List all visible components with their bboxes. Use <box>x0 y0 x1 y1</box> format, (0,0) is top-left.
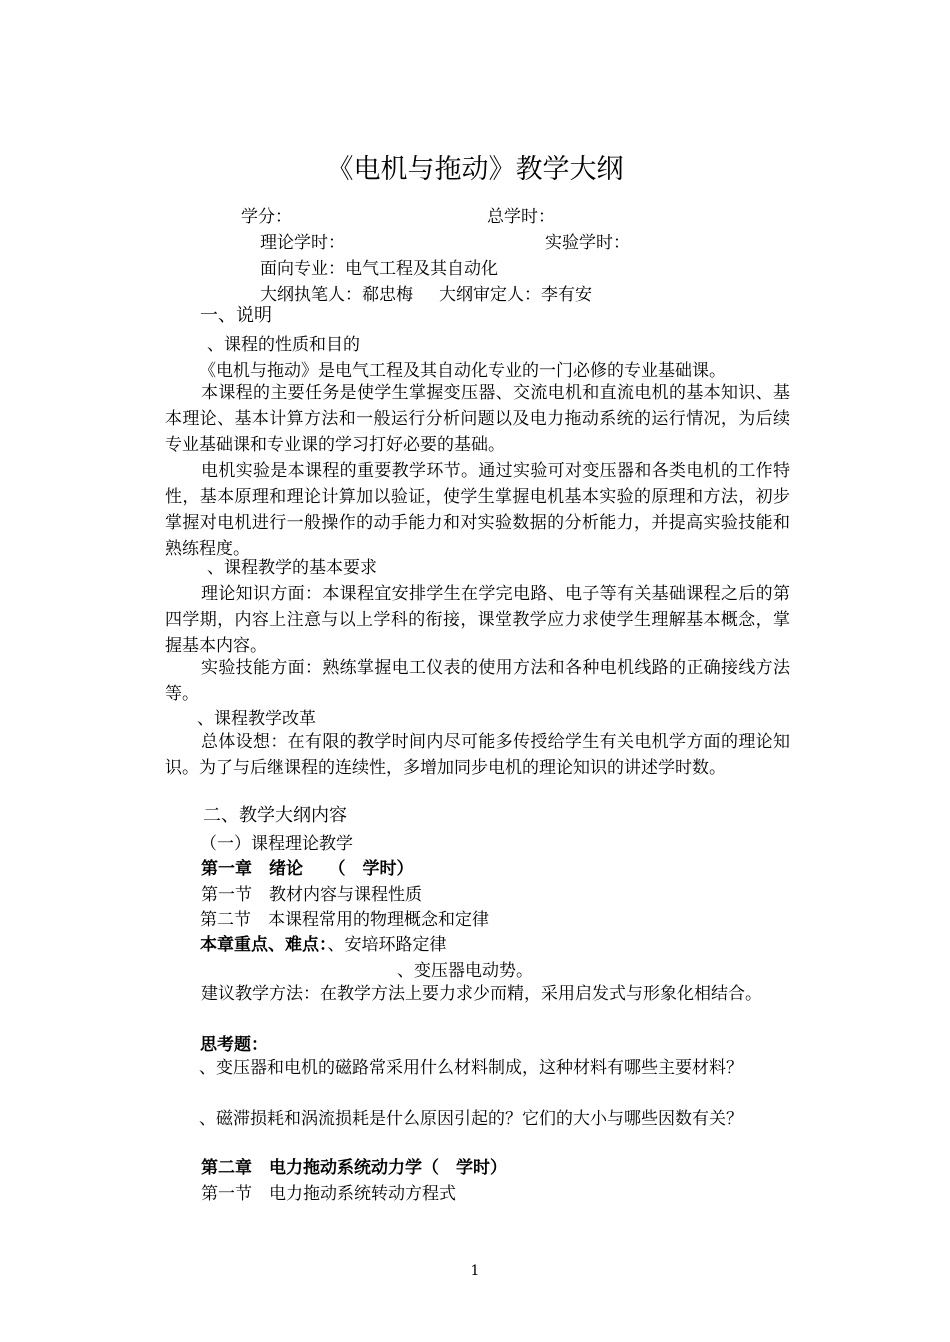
page-number: 1 <box>470 1263 480 1279</box>
major-text: 面向专业：电气工程及其自动化 <box>260 259 498 279</box>
reviewer-text: 大纲审定人：李有安 <box>439 285 592 305</box>
chapter1-section2: 第二节 本课程常用的物理概念和定律 <box>200 910 489 930</box>
chapter1-title: 第一章 绪论 （ 学时） <box>201 859 414 879</box>
writer-text: 大纲执笔人：郗忠梅 <box>260 285 413 305</box>
theory-hours-label: 理论学时： <box>260 233 345 253</box>
credits-label: 学分： <box>241 207 292 227</box>
s2-paragraph-1: 理论知识方面：本课程宜安排学生在学完电路、电子等有关基础课程之后的第四学期，内容上注意与以上学科的衔接，课堂教学应力求使学生理解基本概念，掌握基本内容。 <box>165 584 790 656</box>
s1-paragraph-1: 《电机与拖动》是电气工程及其自动化专业的一门必修的专业基础课。 <box>199 361 726 381</box>
chapter2-title: 第二章 电力拖动系统动力学（ 学时） <box>201 1158 507 1178</box>
meta-hours-row <box>165 230 790 256</box>
chapter1-teaching-method: 建议教学方法：在教学方法上要力求少而精，采用启发式与形象化相结合。 <box>201 984 762 1004</box>
s3-title: 、课程教学改革 <box>197 709 316 729</box>
s3-paragraph-1: 总体设想：在有限的教学时间内尽可能多传授给学生有关电机学方面的理论知识。为了与后继课程的连续性，多增加同步电机的理论知识的讲述学时数。 <box>165 732 790 778</box>
s2-title: 、课程教学的基本要求 <box>207 558 377 578</box>
section2-heading: 二、教学大纲内容 <box>203 805 347 826</box>
lab-hours-label: 实验学时： <box>545 233 630 253</box>
s1-title: 、课程的性质和目的 <box>207 335 360 355</box>
chapter2-section1: 第一节 电力拖动系统转动方程式 <box>201 1184 456 1204</box>
section1-heading: 一、说明 <box>200 305 272 326</box>
chapter1-section1: 第一节 教材内容与课程性质 <box>201 885 422 905</box>
s1-paragraph-3: 电机实验是本课程的重要教学环节。通过实验可对变压器和各类电机的工作特性，基本原理和理论计算加以验证，使学生掌握电机基本实验的原理和方法，初步掌握对电机进行一般操作的动手能力和对实验数据的分析能力，并提高实验技能和熟练程度。 <box>165 461 790 559</box>
chapter1-questions-label: 思考题： <box>200 1035 268 1055</box>
s2-paragraph-2: 实验技能方面：熟练掌握电工仪表的使用方法和各种电机线路的正确接线方法等。 <box>165 658 790 704</box>
chapter1-key-points-2: 、变压器电动势。 <box>397 961 533 981</box>
document-title: 《电机与拖动》教学大纲 <box>326 154 624 185</box>
meta-credits-row <box>165 204 790 230</box>
chapter1-key-points: 本章重点、难点：、安培环路定律 <box>200 935 447 955</box>
chapter1-question-1: 、变压器和电机的磁路常采用什么材料制成，这种材料有哪些主要材料？ <box>199 1058 743 1078</box>
chapter1-question-2: 、磁滞损耗和涡流损耗是什么原因引起的？它们的大小与哪些因数有关？ <box>199 1109 743 1129</box>
s1-paragraph-2: 本课程的主要任务是使学生掌握变压器、交流电机和直流电机的基本知识、基本理论、基本计算方法和一般运行分析问题以及电力拖动系统的运行情况，为后续专业基础课和专业课的学习打好必要的基础。 <box>165 383 790 455</box>
total-hours-label: 总学时： <box>487 207 555 227</box>
course-theory-subtitle: （一）课程理论教学 <box>200 834 353 854</box>
meta-major-row <box>165 256 790 282</box>
